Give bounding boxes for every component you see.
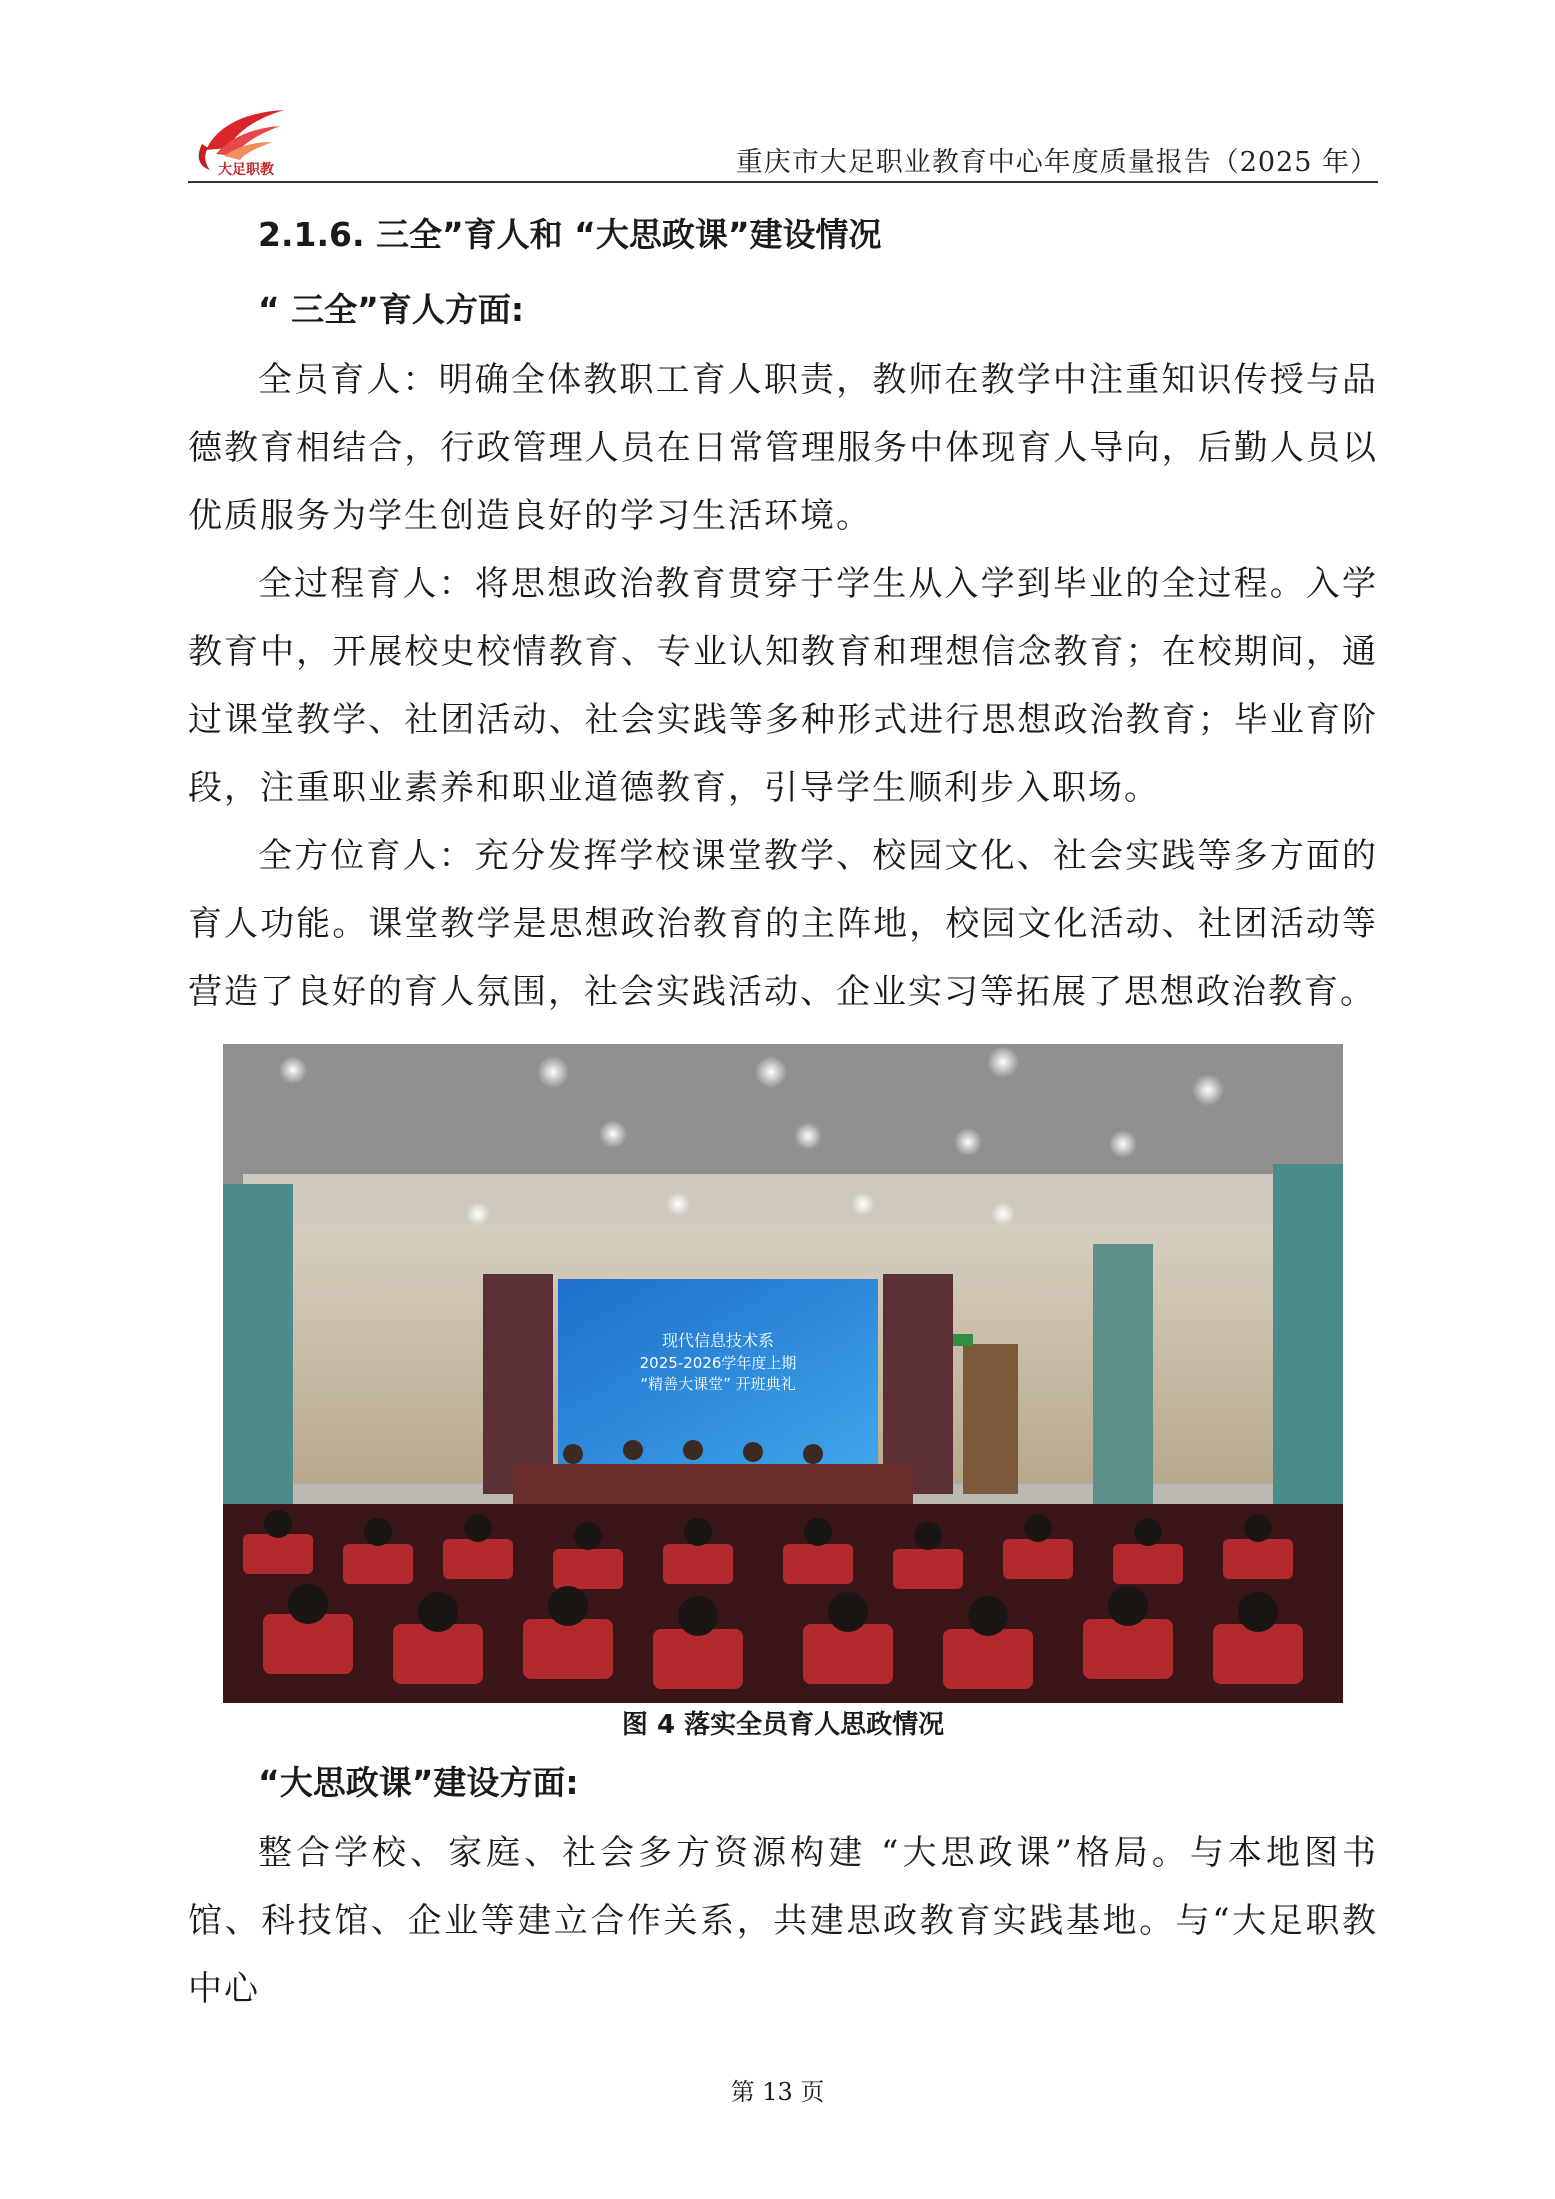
screen-text-1: 现代信息技术系 <box>661 1331 775 1350</box>
subsection-heading-sanquan: “ 三全”育人方面: <box>258 290 525 329</box>
figure-photo <box>223 1044 1343 1703</box>
paragraph-quanfangwei: 全方位育人：充分发挥学校课堂教学、校园文化、社会实践等多方面的育人功能。课堂教学是思想政治教育的主阵地，校园文化活动、社团活动等营造了良好的育人氛围，社会实践活动、企业实习等拓展了思想政治教育。 <box>188 836 1378 1012</box>
paragraph-quanguocheng: 全过程育人：将思想政治教育贯穿于学生从入学到毕业的全过程。入学教育中，开展校史校情教育、专业认知教育和理想信念教育；在校期间，通过课堂教学、社团活动、社会实践等多种形式进行思想政治教育；毕业育阶段，注重职业素养和职业道德教育，引导学生顺利步入职场。 <box>188 564 1378 808</box>
header-title: 重庆市大足职业教育中心年度质量报告（2025 年） <box>735 147 1378 178</box>
header-divider <box>188 181 1378 183</box>
subsection-heading-dasizhengke: “大思政课”建设方面: <box>258 1763 579 1802</box>
svg-text:大足职教: 大足职教 <box>218 162 274 178</box>
page-content <box>188 196 1378 2023</box>
paragraph-dasizhengke: 整合学校、家庭、社会多方资源构建 “大思政课”格局。与本地图书馆、科技馆、企业等建立合作关系，共建思政教育实践基地。与“大足职教中心 <box>188 1833 1378 2009</box>
page-header <box>188 104 1378 184</box>
paragraph-quanyuan: 全员育人：明确全体教职工育人职责，教师在教学中注重知识传授与品德教育相结合，行政管理人员在日常管理服务中体现育人导向，后勤人员以优质服务为学生创造良好的学习生活环境。 <box>188 360 1378 536</box>
school-logo <box>188 104 298 184</box>
screen-text-3: “精善大课堂” 开班典礼 <box>640 1375 796 1393</box>
section-heading: 2.1.6. 三全”育人和 “大思政课”建设情况 <box>258 215 882 254</box>
screen-text-2: 2025-2026学年度上期 <box>639 1354 797 1372</box>
figure-caption: 图 4 落实全员育人思政情况 <box>621 1710 945 1740</box>
page-number: 第 13 页 <box>730 2078 825 2106</box>
auditorium-photo <box>223 1044 1343 1703</box>
